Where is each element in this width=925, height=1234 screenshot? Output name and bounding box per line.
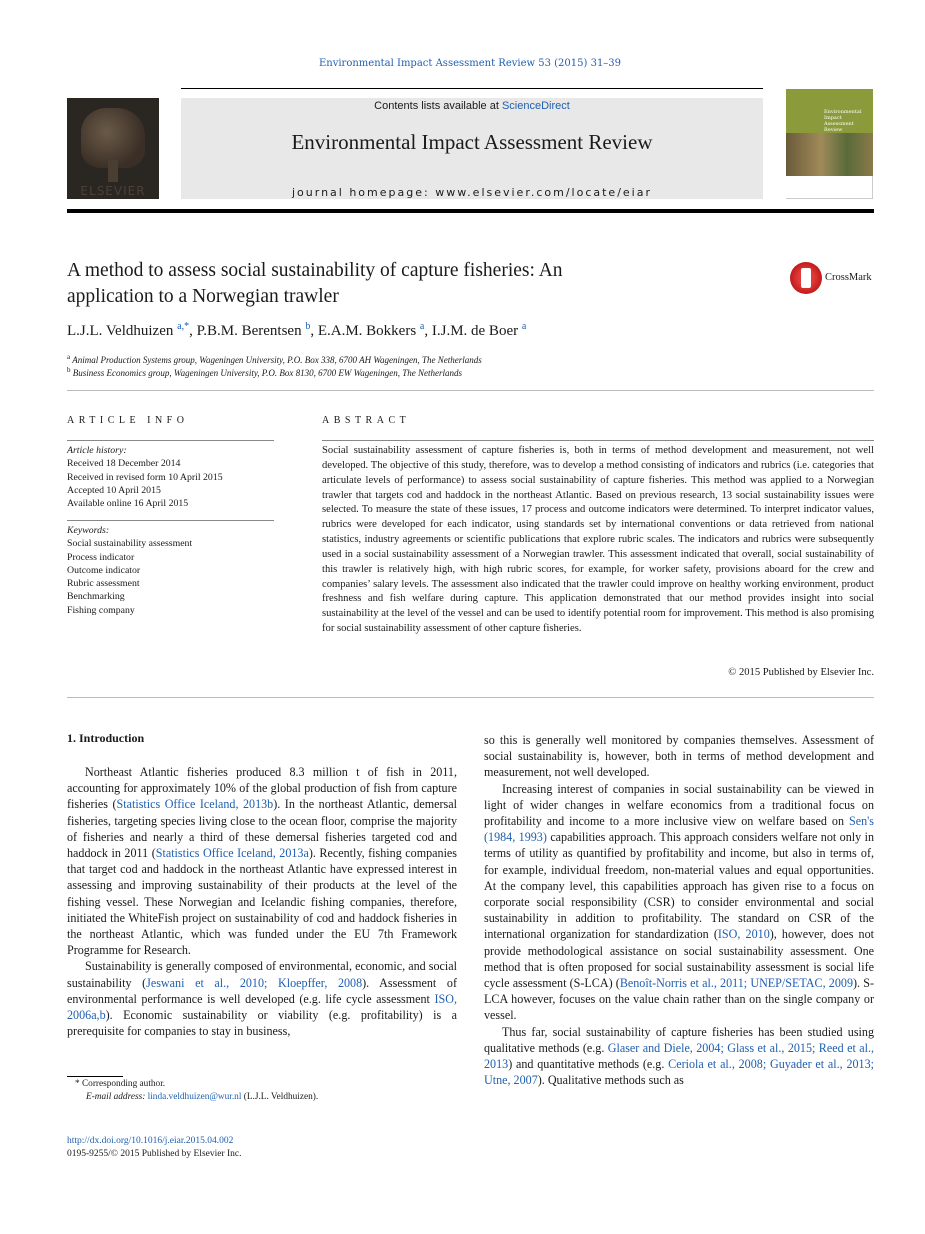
text: capabilities approach. This approach considers welfare not only in terms of utility as quantified by profitability and income, but also in terms of, for example, individual freedom, non-material values and equal opportunities. At the company level, this capabilities approach has given rise to a focus on corporate social responsibility (CSR) to consider environmental and social sustainability in addition to profitability. The standard on CSR of the international organization for standardization ( [484, 830, 875, 942]
email-label: E-mail address: [86, 1092, 148, 1102]
header-divider [67, 209, 874, 213]
paragraph [67, 764, 457, 958]
keyword: Outcome indicator [67, 564, 141, 576]
title-line-2: application to a Norwegian trawler [67, 286, 339, 307]
body-column-left [67, 764, 457, 1039]
publisher-logo-text: ELSEVIER [80, 184, 146, 198]
corresponding-author-note: * Corresponding author. [75, 1079, 166, 1089]
article-info-heading: ARTICLE INFO [67, 415, 189, 426]
text: ), however, does not provide methodological assistance on social sustainability assessment. One method that is often proposed for social sustainability assessment is social life cycle assessment (S-LCA) ( [484, 927, 875, 991]
divider [67, 697, 874, 698]
author-name: I.J.M. de Boer [431, 323, 519, 339]
author-affil-sup[interactable]: a [419, 321, 425, 332]
history-item: Received in revised form 10 April 2015 [67, 471, 223, 483]
author-name: L.J.L. Veldhuizen [67, 323, 174, 339]
keyword: Process indicator [67, 551, 135, 563]
citation-link[interactable]: Benoît-Norris et al., 2011; UNEP/SETAC, 2009 [619, 976, 853, 991]
text: ). Qualitative methods such as [537, 1073, 684, 1088]
paragraph: so this is generally well monitored by companies themselves. Assessment of social sustainability is, however, both in terms of method development and measurement, not well developed. [484, 733, 874, 780]
body-column-right [484, 732, 874, 1088]
history-item: Accepted 10 April 2015 [67, 484, 161, 496]
author-list: L.J.L. Veldhuizen $^{a,*}$, P.B.M. Berentsen $^b$, E.A.M. Bokkers $^a$, I.J.M. de Boer $^a$ [67, 321, 527, 339]
text: ) and quantitative methods (e.g. [508, 1057, 669, 1072]
citation-link[interactable]: Sen's (1984, 1993) [484, 814, 874, 845]
email-link[interactable]: linda.veldhuizen@wur.nl [147, 1092, 242, 1102]
tree-icon [81, 108, 145, 168]
text: Thus far, social sustainability of capture fisheries has been studied using qualitative methods (e.g. [484, 1024, 874, 1055]
divider [322, 440, 874, 441]
citation-link[interactable]: Statistics Office Iceland, 2013a [155, 846, 309, 861]
text: ). In the northeast Atlantic, demersal fisheries, targeting species living close to the ocean floor, comprise the majority of fisheries and nearly a third of these demersal fisheries targeted cod and haddock in 2011 ( [67, 797, 457, 861]
affiliation-text: Business Economics group, Wageningen University, P.O. Box 8130, 6700 EW Wageningen, The Netherlands [72, 368, 463, 378]
keyword: Social sustainability assessment [67, 538, 193, 550]
email-suffix: (L.J.L. Veldhuizen). [241, 1092, 319, 1102]
text: Increasing interest of companies in social sustainability can be viewed in light of wider changes in welfare economics from a traditional focus on profitability and income to a more inclusive view on welfare based on [484, 781, 874, 829]
author-name: E.A.M. Bokkers [317, 323, 417, 339]
abstract-text: Social sustainability assessment of capture fisheries is, both in terms of method development and measurement, not well developed. The objective of this study, therefore, was to develop a method consisting of indicators and rubrics (i.e. categories that articulate levels of performance) to assess social sustainability of capture fisheries. This method was applied to a Norwegian trawler that targets cod and haddock in the northeast Atlantic. Based on previous research, 13 social sustainability issues were selected. To measure the state of these issues, 17 process and outcome indicators were determined. To interpret indicator values, rubrics were developed for each indicator, using standards set by international conventions or data retrieved from national statistics, industry agreements or scientific publications that explore rubric scales. The indicators and rubrics were subsequently used in a social sustainability assessment of a Norwegian trawler. This assessment indicated that overall, social sustainability of this trawler is relatively high, with high rubric scores, for example, for worker safety, provisions aboard for the crew and companies’ salary levels. The assessment also indicated that the trawler could improve on healthy working environment, product freshness and fish welfare during capture. This application demonstrated that our method provides insight into social sustainability at the level of the vessel and can be used to identify potential room for improvement. This method is also promising for social sustainability assessment of other capture fisheries. [322, 445, 874, 635]
divider [67, 390, 874, 391]
text: Northeast Atlantic fisheries produced 8.3 million t of fish in 2011, accounting for approximately 10% of the global production of fish from capture fisheries ( [67, 765, 457, 812]
crossmark-badge[interactable] [790, 262, 876, 296]
text: ). S-LCA however, focuses on the value chain rather than on the single company or vessel. [484, 976, 874, 1023]
abstract-heading: ABSTRACT [322, 415, 411, 426]
journal-title: Environmental Impact Assessment Review [291, 130, 653, 154]
issn-line: 0195-9255/© 2015 Published by Elsevier Inc. [67, 1149, 242, 1159]
citation-link[interactable]: Jeswani et al., 2010; Kloepffer, 2008 [146, 975, 363, 990]
paragraph [67, 958, 457, 1039]
journal-citation[interactable]: Environmental Impact Assessment Review 53 (2015) 31–39 [318, 58, 622, 69]
text: ). Recently, fishing companies that target cod and haddock in the northeast Atlantic have expressed interest in assessing and improving sustainability of their products at the level of the fishing vessel. These Norwegian and Icelandic fishing companies, therefore, initiated the WhiteFish project on sustainability of cod and haddock fisheries in the northeast Atlantic, which was funded under the EU 7th Framework Programme for Research. [67, 846, 457, 958]
doi-link[interactable]: http://dx.doi.org/10.1016/j.eiar.2015.04.002 [67, 1136, 234, 1146]
affiliation-text: Animal Production Systems group, Wageningen University, P.O. Box 338, 6700 AH Wageningen, The Netherlands [72, 355, 482, 365]
text: Sustainability is generally composed of environmental, economic, and social sustainability ( [67, 959, 457, 990]
abstract-copyright: © 2015 Published by Elsevier Inc. [728, 667, 874, 678]
citation-link[interactable]: ISO, 2006a,b [67, 991, 457, 1023]
keyword: Rubric assessment [67, 578, 140, 590]
footer [67, 1135, 242, 1161]
divider [67, 440, 274, 441]
affiliation-a [67, 353, 482, 365]
header-top-rule [181, 88, 763, 89]
crossmark-icon [790, 262, 822, 294]
author-affil-sup[interactable]: a [521, 321, 527, 332]
footnote-rule [67, 1076, 123, 1077]
crossmark-label: CrossMark [825, 272, 872, 283]
citation-link[interactable]: Glaser and Diele, 2004; Glass et al., 2015; Reed et al., 2013 [484, 1040, 874, 1072]
journal-homepage[interactable]: journal homepage: www.elsevier.com/locate/eiar [291, 186, 652, 199]
text: ). Economic sustainability or viability (e.g. profitability) is a prerequisite for companies to stay in business, [67, 1008, 457, 1039]
paragraph [484, 781, 874, 1024]
sciencedirect-link[interactable]: ScienceDirect [501, 100, 570, 112]
citation-link[interactable]: Statistics Office Iceland, 2013b [116, 797, 274, 812]
author-affil-sup[interactable]: a,* [177, 321, 190, 332]
title-line-1: A method to assess social sustainability of capture fisheries: An [67, 260, 563, 281]
email-note [86, 1091, 586, 1104]
article-history [67, 444, 277, 510]
keyword: Fishing company [67, 604, 135, 616]
history-item: Received 18 December 2014 [67, 458, 181, 470]
citation-link[interactable]: Ceriola et al., 2008; Guyader et al., 2013; Utne, 2007 [484, 1057, 875, 1088]
section-heading: 1. Introduction [67, 731, 145, 745]
cover-title: Environmental Impact Assessment Review [824, 109, 862, 133]
affiliation-sup: a [67, 353, 71, 361]
contents-prefix: Contents lists available at [374, 100, 502, 112]
affiliation-b [67, 366, 462, 378]
citation-link[interactable]: ISO, 2010 [717, 927, 770, 942]
author-affil-sup[interactable]: b [305, 321, 311, 332]
journal-cover-image [786, 89, 873, 176]
affiliation-sup: b [67, 366, 71, 374]
divider [67, 520, 274, 521]
tree-trunk [108, 160, 118, 182]
author-name: P.B.M. Berentsen [196, 323, 302, 339]
article-title [67, 258, 707, 310]
history-item: Available online 16 April 2015 [67, 498, 189, 510]
cover-photo-band [786, 133, 873, 176]
elsevier-logo [67, 98, 159, 199]
keyword: Benchmarking [67, 591, 125, 603]
keywords [67, 524, 277, 617]
contents-line [181, 100, 763, 112]
keywords-label: Keywords: [67, 525, 110, 536]
history-label: Article history: [67, 445, 127, 456]
text: ). Assessment of environmental performance is well developed (e.g. life cycle assessment [67, 975, 457, 1006]
